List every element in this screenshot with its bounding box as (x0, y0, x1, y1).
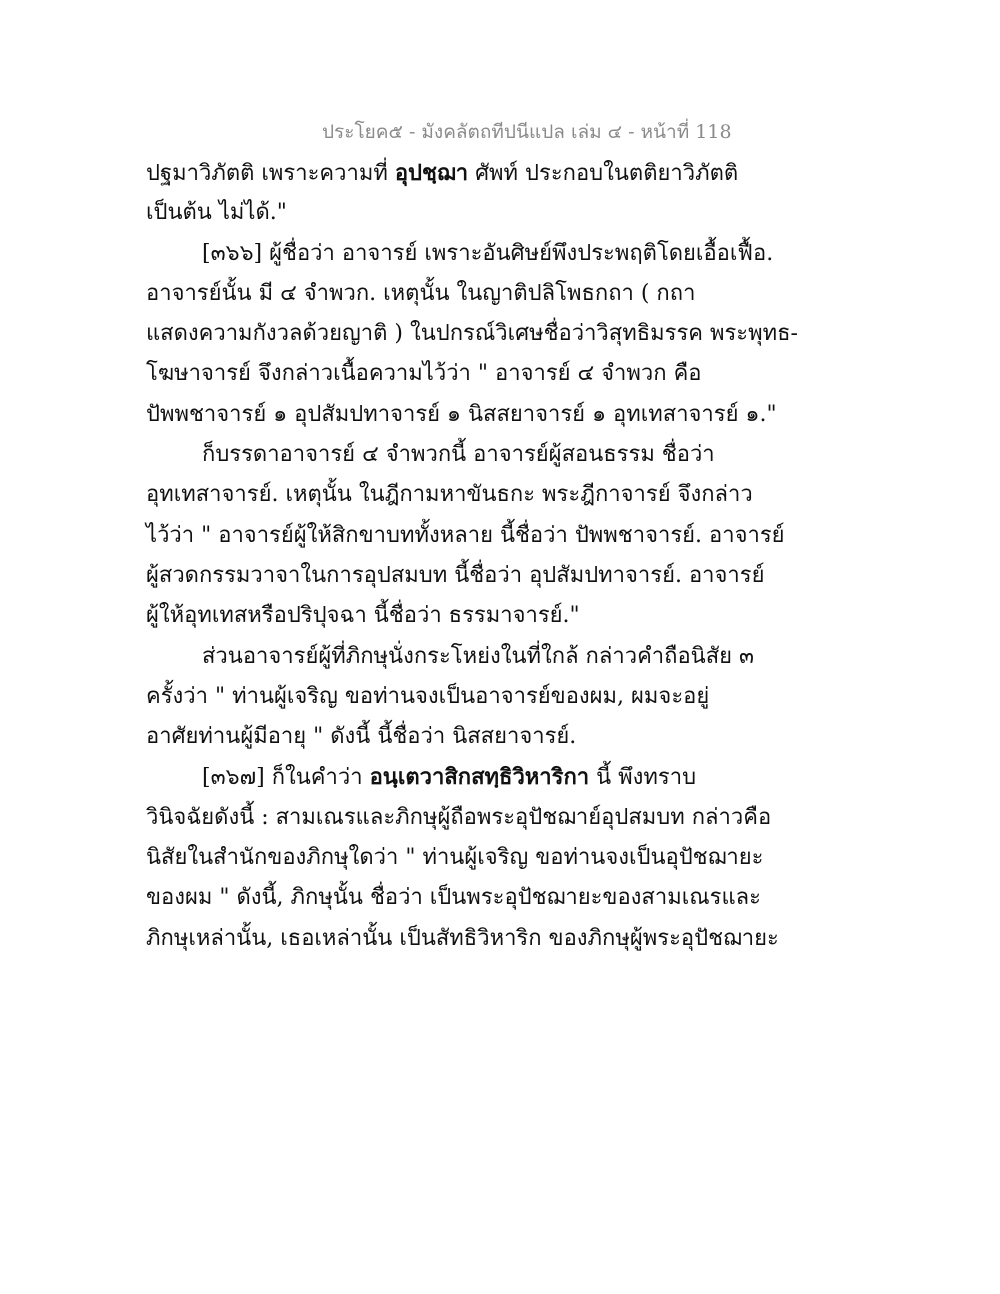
text-line (146, 234, 774, 274)
text-line (146, 878, 761, 918)
text-line (146, 193, 726, 233)
text-segment: [๓๖๖] ผู้ชื่อว่า อาจารย์ เพราะอันศิษย์พึงประพฤติโดยเอื้อเฟื้อ. (202, 240, 774, 266)
text-line (146, 274, 726, 314)
text-segment: ก็บรรดาอาจารย์ ๔ จำพวกนี้ อาจารย์ผู้สอนธรรม ชื่อว่า (202, 442, 715, 468)
text-line (146, 717, 726, 757)
text-segment: ภิกษุเหล่านั้น, เธอเหล่านั้น เป็นสัทธิวิหาริก ของภิกษุผู้พระอุปัชฌายะ (146, 925, 779, 951)
bold-term: อนฺเตวาสิกสทฺธิวิหาริกา (369, 764, 590, 791)
body-text (146, 153, 798, 959)
text-segment: ศัพท์ ประกอบในตติยาวิภัตติ (468, 161, 739, 186)
text-segment: ครั้งว่า " ท่านผู้เจริญ ขอท่านจงเป็นอาจารย์ของผม, ผมจะอยู่ (146, 683, 710, 709)
bold-term: อุปชฺฌา (394, 160, 469, 186)
text-line (146, 516, 785, 556)
text-segment: ผู้สวดกรรมวาจาในการอุปสมบท นี้ชื่อว่า อุปสัมปทาจารย์. อาจารย์ (146, 562, 765, 588)
text-segment: ส่วนอาจารย์ผู้ที่ภิกษุนั่งกระโหย่งในที่ใกล้ กล่าวคำถือนิสัย ๓ (202, 643, 755, 669)
text-line (146, 596, 726, 636)
text-segment: เป็นต้น ไม่ได้." (146, 200, 287, 226)
text-line (146, 354, 726, 394)
text-segment: [๓๖๗] ก็ในคำว่า (202, 765, 370, 791)
text-segment: อุทเทสาจารย์. เหตุนั้น ในฎีกามหาขันธกะ พระฎีกาจารย์ จึงกล่าว (146, 482, 753, 508)
text-segment: วินิจฉัยดังนี้ : สามเณรและภิกษุผู้ถือพระอุปัชฌาย์อุปสมบท กล่าวคือ (146, 804, 772, 830)
text-segment: ไว้ว่า " อาจารย์ผู้ให้สิกขาบททั้งหลาย นี้ชื่อว่า ปัพพชาจารย์. อาจารย์ (146, 522, 785, 548)
text-segment: อาจารย์นั้น มี ๔ จำพวก. เหตุนั้น ในญาติปลิโพธกถา ( กถา (146, 280, 696, 306)
text-segment: แสดงความกังวลด้วยญาติ ) ในปกรณ์วิเศษชื่อว่าวิสุทธิมรรค พระพุทธ- (146, 321, 798, 347)
text-segment: โฆษาจารย์ จึงกล่าวเนื้อความไว้ว่า " อาจารย์ ๔ จำพวก คือ (146, 361, 702, 387)
text-line (146, 919, 779, 959)
text-line (146, 677, 726, 717)
text-line (146, 838, 764, 878)
text-segment: ปฐมาวิภัตติ เพราะความที่ (146, 161, 395, 186)
text-line (146, 798, 772, 838)
text-segment: นี้ พึงทราบ (589, 765, 697, 791)
text-segment: ปัพพชาจารย์ ๑ อุปสัมปทาจารย์ ๑ นิสสยาจารย์ ๑ อุทเทสาจารย์ ๑." (146, 401, 777, 427)
text-segment: อาศัยท่านผู้มีอายุ " ดังนี้ นี้ชื่อว่า นิสสยาจารย์. (146, 724, 577, 750)
text-segment: นิสัยในสำนักของภิกษุใดว่า " ท่านผู้เจริญ ขอท่านจงเป็นอุปัชฌายะ (146, 845, 764, 871)
running-head: ประโยค๕ - มังคลัตถทีปนีแปล เล่ม ๔ - หน้าที่ 118 (322, 121, 732, 143)
text-line (146, 314, 798, 354)
text-line (146, 637, 755, 677)
text-segment: ของผม " ดังนี้, ภิกษุนั้น ชื่อว่า เป็นพระอุปัชฌายะของสามเณรและ (146, 885, 761, 911)
text-line (146, 395, 777, 435)
text-line (146, 435, 726, 475)
text-line (146, 153, 739, 193)
text-line (146, 475, 753, 515)
text-segment: ผู้ให้อุทเทสหรือปริปุจฉา นี้ชื่อว่า ธรรมาจารย์." (146, 603, 580, 629)
text-line (146, 556, 765, 596)
text-line (146, 757, 726, 797)
